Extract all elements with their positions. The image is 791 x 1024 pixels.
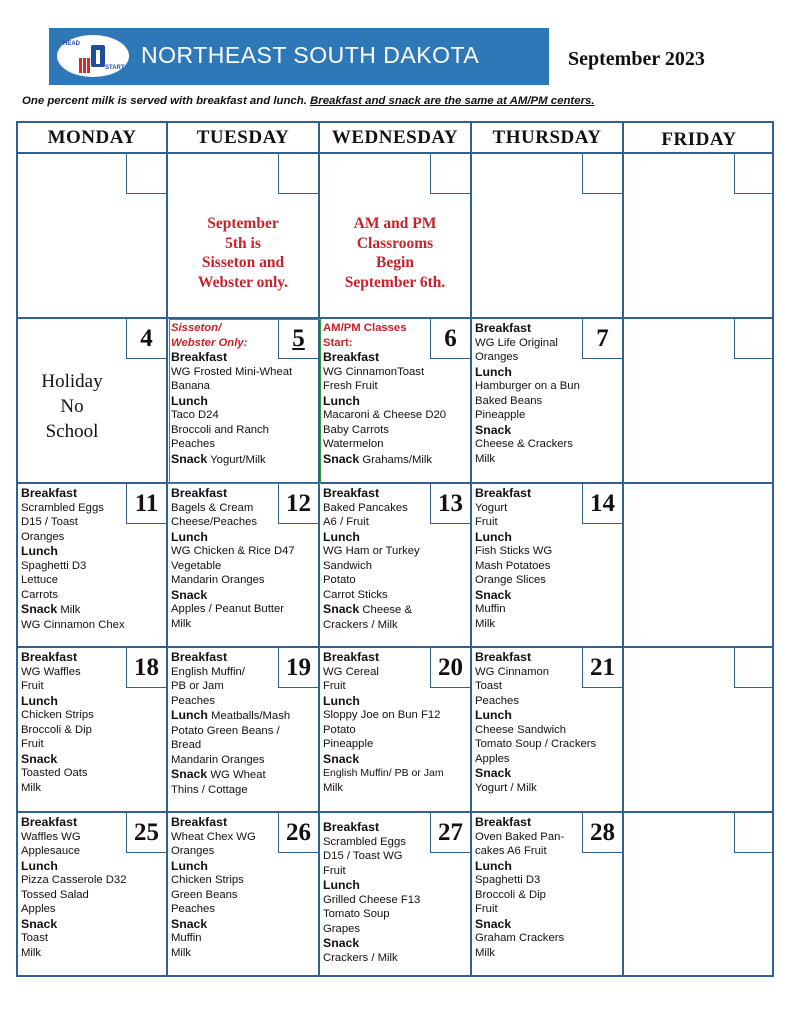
date-box — [734, 648, 774, 688]
menu-item: Crackers / Milk — [323, 951, 398, 964]
date-number: 26 — [278, 813, 318, 853]
menu-item: A6 / Fruit — [323, 516, 369, 528]
menu-item: Fruit — [323, 864, 346, 877]
menu-item: Crackers / Milk — [323, 618, 398, 631]
day-cell — [18, 154, 166, 317]
menu-item: Milk — [475, 946, 496, 959]
menu-item: Chicken Strips — [171, 874, 244, 886]
breakfast-heading: Breakfast — [21, 486, 78, 500]
snack-heading: Snack — [171, 916, 208, 931]
menu-item: WG CinnamonToast — [323, 365, 425, 378]
menu-item: WG Cereal — [323, 665, 379, 678]
menu-item: Fruit — [323, 680, 346, 692]
menu-item: Fruit — [475, 903, 498, 915]
menu-text — [475, 486, 620, 631]
menu-item: Carrot Sticks — [323, 588, 388, 601]
menu-item: WG Frosted Mini-Wheat — [171, 365, 293, 378]
date-box — [582, 154, 622, 194]
menu-item: Toast — [21, 932, 49, 944]
sisseton-notice — [168, 214, 318, 292]
menu-item: Chicken Strips — [21, 709, 94, 721]
menu-item: Sandwich — [323, 559, 372, 572]
date-number: 28 — [582, 813, 622, 853]
menu-item: Milk — [475, 617, 496, 630]
menu-item: Fruit — [475, 516, 498, 528]
menu-item: PB or Jam — [171, 680, 224, 692]
header-banner — [49, 28, 549, 85]
day-cell-27 — [320, 813, 470, 975]
date-number: 12 — [278, 484, 318, 524]
breakfast-heading: Breakfast — [323, 350, 380, 364]
breakfast-heading: Breakfast — [171, 350, 228, 364]
day-cell-18 — [18, 648, 166, 811]
menu-item: Taco D24 — [171, 409, 219, 421]
day-cell-26 — [168, 813, 318, 975]
day-cell — [320, 154, 470, 317]
date-number: 6 — [430, 319, 470, 359]
date-box — [430, 154, 470, 194]
breakfast-heading: Breakfast — [475, 486, 532, 500]
day-cell — [624, 813, 774, 975]
day-cell-6 — [320, 319, 470, 482]
snack-heading: Snack — [475, 766, 512, 780]
snack-heading: Snack — [475, 422, 512, 437]
date-box — [126, 154, 166, 194]
breakfast-heading: Breakfast — [323, 650, 380, 664]
menu-item: WG Ham or Turkey — [323, 545, 420, 557]
menu-calendar — [16, 121, 774, 977]
snack-heading: Snack — [21, 916, 58, 931]
site-note: Start: — [323, 336, 353, 349]
menu-item: Broccoli and Ranch — [171, 423, 269, 436]
menu-item: Mandarin Oranges — [171, 574, 265, 586]
menu-item: Hamburger on a Bun — [475, 380, 580, 392]
menu-item: WG Cinnamon Chex — [21, 618, 125, 631]
menu-item: Watermelon — [323, 438, 384, 450]
head-start-logo — [57, 35, 129, 77]
menu-item: D15 / Toast WG — [323, 850, 403, 862]
notice-line: Begin — [376, 254, 414, 271]
notice-line: September 6th. — [344, 273, 446, 291]
menu-item: Tossed Salad — [21, 888, 89, 901]
menu-item: Milk — [171, 946, 192, 959]
month-title: September 2023 — [568, 48, 705, 70]
menu-item: Fresh Fruit — [323, 380, 378, 392]
menu-item: Tomato Soup — [323, 908, 390, 920]
snack-heading: Snack — [21, 602, 58, 616]
date-number: 21 — [582, 648, 622, 688]
day-cell-25 — [18, 813, 166, 975]
day-header-thursday: THURSDAY — [492, 127, 602, 148]
menu-item: Yogurt — [475, 501, 508, 514]
menu-item: D15 / Toast — [21, 516, 78, 528]
menu-item: Baked Beans — [475, 394, 543, 407]
date-box — [278, 154, 318, 194]
day-cell — [472, 154, 622, 317]
menu-item: Banana — [171, 380, 210, 392]
menu-text — [21, 650, 164, 795]
day-cell-20 — [320, 648, 470, 811]
day-cell — [624, 484, 774, 646]
snack-heading: Snack — [323, 451, 360, 466]
site-note: Webster Only: — [171, 336, 248, 349]
milk-note-text: One percent milk is served with breakfast and lunch. — [22, 95, 307, 107]
breakfast-heading: Breakfast — [171, 650, 228, 664]
day-cell-13 — [320, 484, 470, 646]
date-box — [734, 319, 774, 359]
menu-item: Broccoli & Dip — [21, 723, 92, 736]
menu-item: Waffles WG — [21, 830, 81, 843]
milk-note — [22, 95, 595, 107]
menu-item: WG Wheat — [210, 769, 266, 781]
menu-item: Pineapple — [475, 409, 526, 421]
menu-item: Bread — [171, 739, 202, 751]
menu-text — [475, 321, 620, 466]
holiday-line: No — [60, 396, 84, 417]
menu-item: WG Life Original — [475, 336, 558, 349]
logo-flag-icon — [79, 58, 90, 73]
menu-item: Apples — [475, 752, 510, 765]
menu-item: Mash Potatoes — [475, 559, 551, 572]
menu-item: Potato — [323, 574, 356, 586]
menu-item: Sloppy Joe on Bun F12 — [323, 709, 441, 721]
menu-item: Oranges — [475, 351, 519, 363]
lunch-heading: Lunch — [475, 364, 512, 379]
menu-item: Grilled Cheese F13 — [323, 893, 421, 906]
day-cell — [624, 319, 774, 482]
holiday-line: Holiday — [41, 371, 103, 392]
classrooms-begin-notice — [320, 214, 470, 292]
snack-heading: Snack — [171, 767, 208, 781]
menu-text — [475, 815, 620, 960]
breakfast-heading: Breakfast — [475, 650, 532, 664]
menu-item: Pineapple — [323, 738, 374, 750]
menu-item: Baby Carrots — [323, 423, 389, 436]
menu-item: Scrambled Eggs — [21, 501, 104, 514]
day-cell-12 — [168, 484, 318, 646]
menu-item: Milk — [21, 781, 42, 794]
menu-item: Macaroni & Cheese D20 — [323, 409, 447, 421]
notice-line: Webster only. — [197, 273, 289, 291]
lunch-heading: Lunch — [171, 858, 208, 873]
menu-item: Graham Crackers — [475, 932, 565, 944]
menu-item: Tomato Soup / Crackers — [475, 738, 597, 750]
menu-item: Carrots — [21, 588, 59, 601]
notice-line: 5th is — [225, 234, 261, 252]
lunch-heading: Lunch — [21, 693, 58, 708]
snack-heading: Snack — [475, 587, 512, 602]
breakfast-heading: Breakfast — [21, 815, 78, 829]
menu-item: Vegetable — [171, 559, 222, 572]
day-header-tuesday: TUESDAY — [196, 127, 290, 148]
menu-item: Cheese & — [362, 604, 412, 616]
menu-item: Peaches — [171, 438, 215, 450]
day-cell-7 — [472, 319, 622, 482]
menu-item: Spaghetti D3 — [21, 559, 87, 572]
menu-item: Muffin — [171, 932, 202, 944]
date-box — [734, 813, 774, 853]
menu-item: Fish Sticks WG — [475, 545, 553, 557]
snack-heading: Snack — [323, 602, 360, 616]
menu-item: Thins / Cottage — [171, 783, 248, 796]
breakfast-heading: Breakfast — [475, 815, 532, 829]
date-number: 11 — [126, 484, 166, 524]
menu-item: Oranges — [21, 530, 65, 543]
holiday-notice — [18, 369, 126, 444]
site-note: AM/PM Classes — [323, 322, 407, 334]
menu-item: Mandarin Oranges — [171, 753, 265, 766]
menu-item: Milk — [171, 617, 192, 630]
lunch-heading: Lunch — [21, 544, 58, 558]
snack-heading: Snack — [323, 751, 360, 766]
menu-item: Oranges — [171, 845, 215, 857]
menu-item: Fruit — [21, 680, 44, 692]
menu-item: Potato Green Beans / — [171, 724, 280, 737]
lunch-heading: Lunch — [171, 393, 208, 408]
lunch-heading: Lunch — [323, 693, 360, 708]
lunch-heading: Lunch — [171, 708, 208, 722]
menu-item: Spaghetti D3 — [475, 874, 541, 886]
date-number: 4 — [126, 319, 166, 359]
day-header-wednesday: WEDNESDAY — [331, 127, 459, 148]
date-number: 20 — [430, 648, 470, 688]
menu-item: Green Beans — [171, 888, 238, 901]
menu-item: Cheese Sandwich — [475, 723, 567, 736]
menu-item: English Muffin/ PB or Jam — [323, 767, 444, 779]
date-number: 7 — [582, 319, 622, 359]
date-number: 25 — [126, 813, 166, 853]
date-number: 19 — [278, 648, 318, 688]
menu-item: Scrambled Eggs — [323, 835, 406, 848]
menu-item: Peaches — [171, 694, 215, 707]
holiday-line: School — [45, 421, 99, 442]
menu-text — [21, 486, 164, 632]
logo-figure-icon — [91, 45, 105, 67]
menu-item: WG Cinnamon — [475, 665, 550, 678]
menu-text — [323, 820, 468, 965]
menu-item: English Muffin/ — [171, 665, 245, 678]
date-number: 14 — [582, 484, 622, 524]
menu-item: Cheese/Peaches — [171, 516, 258, 528]
menu-text — [323, 650, 468, 795]
lunch-heading: Lunch — [323, 393, 360, 408]
menu-item: Muffin — [475, 603, 506, 615]
menu-item: Peaches — [475, 694, 519, 707]
lunch-heading: Lunch — [21, 858, 58, 873]
logo-text-top: HEAD — [63, 41, 81, 47]
menu-item: Milk — [60, 604, 81, 616]
menu-text — [171, 650, 316, 797]
menu-item: Lettuce — [21, 574, 59, 586]
breakfast-heading: Breakfast — [323, 820, 380, 834]
breakfast-heading: Breakfast — [171, 486, 228, 500]
menu-item: Broccoli & Dip — [475, 888, 546, 901]
site-note: Sisseton/ — [171, 322, 222, 334]
logo-text-bottom: START — [105, 65, 125, 71]
day-cell-21 — [472, 648, 622, 811]
menu-item: Yogurt / Milk — [475, 781, 537, 794]
notice-line: September — [207, 215, 279, 232]
snack-heading: Snack — [171, 587, 208, 602]
menu-item: Apples / Peanut Butter — [171, 603, 285, 615]
menu-item: Grahams/Milk — [362, 453, 433, 466]
menu-item: Baked Pancakes — [323, 501, 408, 514]
highlight-border — [169, 319, 321, 484]
lunch-heading: Lunch — [475, 858, 512, 873]
menu-text — [171, 486, 316, 631]
menu-item: Cheese & Crackers — [475, 438, 573, 450]
menu-item: Apples — [21, 903, 56, 915]
menu-item: WG Chicken & Rice D47 — [171, 545, 295, 557]
menu-item: Milk — [475, 452, 496, 465]
day-header-monday: MONDAY — [47, 127, 137, 148]
menu-item: Fruit — [21, 738, 44, 750]
day-cell-14 — [472, 484, 622, 646]
notice-line: Classrooms — [356, 234, 434, 252]
snack-heading: Snack — [323, 936, 360, 950]
menu-item: Meatballs/Mash — [211, 710, 291, 722]
day-cell-19 — [168, 648, 318, 811]
menu-text — [323, 321, 468, 467]
day-cell-4 — [18, 319, 166, 482]
snack-heading: Snack — [475, 916, 512, 931]
menu-item: Potato — [323, 723, 356, 736]
breakfast-heading: Breakfast — [21, 650, 78, 664]
menu-item: Grapes — [323, 922, 361, 935]
menu-item: Milk — [323, 781, 344, 794]
lunch-heading: Lunch — [475, 708, 512, 722]
snack-note-text: Breakfast and snack are the same at AM/PM centers. — [310, 95, 595, 107]
menu-text — [475, 650, 620, 795]
breakfast-heading: Breakfast — [171, 815, 228, 829]
lunch-heading: Lunch — [323, 529, 360, 544]
date-number: 18 — [126, 648, 166, 688]
day-cell — [624, 648, 774, 811]
date-number: 27 — [430, 813, 470, 853]
menu-item: Toasted Oats — [21, 767, 88, 779]
day-cell-11 — [18, 484, 166, 646]
menu-item: Yogurt/Milk — [210, 453, 266, 466]
notice-line: Sisseton and — [201, 254, 285, 271]
menu-item: cakes A6 Fruit — [475, 845, 547, 857]
menu-item: Bagels & Cream — [171, 501, 254, 514]
menu-text — [323, 486, 468, 632]
menu-item: Oven Baked Pan- — [475, 830, 565, 843]
day-cell — [624, 154, 774, 317]
banner-title: NORTHEAST SOUTH DAKOTA — [141, 42, 480, 68]
breakfast-heading: Breakfast — [323, 486, 380, 500]
date-number-text: 5 — [292, 324, 305, 352]
menu-text — [171, 815, 316, 960]
lunch-heading: Lunch — [475, 529, 512, 544]
menu-item: Toast — [475, 680, 503, 692]
lunch-heading: Lunch — [323, 878, 360, 892]
day-header-friday: FRIDAY — [661, 129, 737, 150]
date-box — [734, 154, 774, 194]
menu-item: Wheat Chex WG — [171, 830, 256, 843]
day-cell — [168, 154, 318, 317]
menu-item: Applesauce — [21, 845, 81, 857]
day-cell-28 — [472, 813, 622, 975]
breakfast-heading: Breakfast — [475, 321, 532, 335]
notice-line: AM and PM — [353, 215, 437, 232]
menu-item: WG Waffles — [21, 665, 81, 678]
menu-item: Pizza Casserole D32 — [21, 874, 127, 886]
date-number: 13 — [430, 484, 470, 524]
menu-item: Milk — [21, 946, 42, 959]
snack-heading: Snack — [21, 751, 58, 766]
menu-item: Orange Slices — [475, 574, 546, 586]
lunch-heading: Lunch — [171, 529, 208, 544]
menu-item: Peaches — [171, 903, 215, 915]
snack-heading: Snack — [171, 451, 208, 466]
menu-text — [21, 815, 164, 960]
